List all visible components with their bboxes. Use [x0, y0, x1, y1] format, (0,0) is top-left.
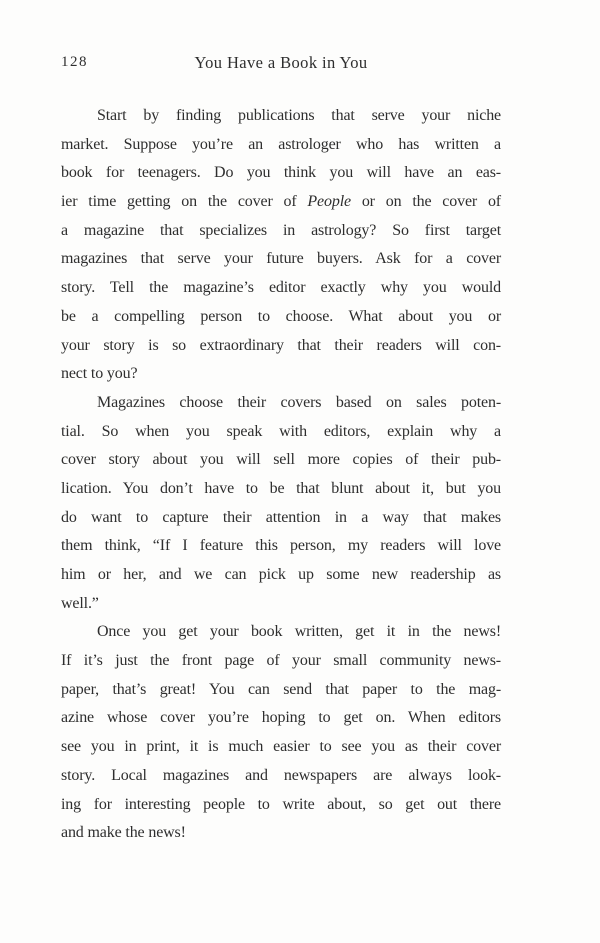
text-line: book for teenagers. Do you think you will have an eas-	[61, 164, 501, 182]
text-line: Start by finding publications that serve your niche	[97, 107, 501, 124]
text-line: him or her, and we can pick up some new readership as	[61, 566, 501, 583]
text-line: a magazine that specializes in astrology? So first target	[61, 221, 501, 239]
text-line: ier time getting on the cover of People or on the cover of	[61, 193, 501, 211]
paragraph	[61, 389, 501, 619]
text-line: Once you get your book written, get it in the news!	[97, 623, 501, 641]
text-line: story. Local magazines and newspapers are always look-	[61, 766, 501, 784]
text-line: them think, “If I feature this person, my readers will love	[61, 537, 501, 555]
paragraph	[61, 618, 501, 848]
page-body	[61, 102, 501, 848]
text-line: ing for interesting people to write about, so get out there	[61, 795, 501, 813]
italic-text: People	[307, 193, 351, 211]
text-line: market. Suppose you’re an astrologer who has written a	[61, 135, 501, 153]
text-line: azine whose cover you’re hoping to get on. When editors	[61, 709, 501, 727]
text-line: see you in print, it is much easier to see you as their cover	[61, 738, 501, 756]
page-header	[61, 52, 501, 76]
paragraph	[61, 102, 501, 389]
text-line: be a compelling person to choose. What about you or	[61, 307, 501, 325]
text-line: your story is so extraordinary that their readers will con-	[61, 336, 501, 354]
text-line: nect to you?	[61, 365, 138, 383]
text-line: story. Tell the magazine’s editor exactly why you would	[61, 279, 501, 297]
text-line: do want to capture their attention in a way that makes	[61, 508, 501, 526]
page-number: 128	[61, 54, 88, 70]
text-line: magazines that serve your future buyers. Ask for a cover	[61, 250, 501, 268]
text-line: paper, that’s great! You can send that paper to the mag-	[61, 680, 501, 698]
running-title: You Have a Book in You	[194, 53, 368, 72]
text-line: and make the news!	[61, 824, 186, 842]
text-line: Magazines choose their covers based on sales poten-	[97, 393, 501, 411]
text-line: tial. So when you speak with editors, explain why a	[61, 422, 501, 440]
text-line: cover story about you will sell more copies of their pub-	[61, 451, 501, 469]
text-line: lication. You don’t have to be that blunt about it, but you	[61, 479, 501, 497]
text-line: well.”	[61, 594, 99, 612]
text-line: If it’s just the front page of your small community news-	[61, 652, 501, 670]
